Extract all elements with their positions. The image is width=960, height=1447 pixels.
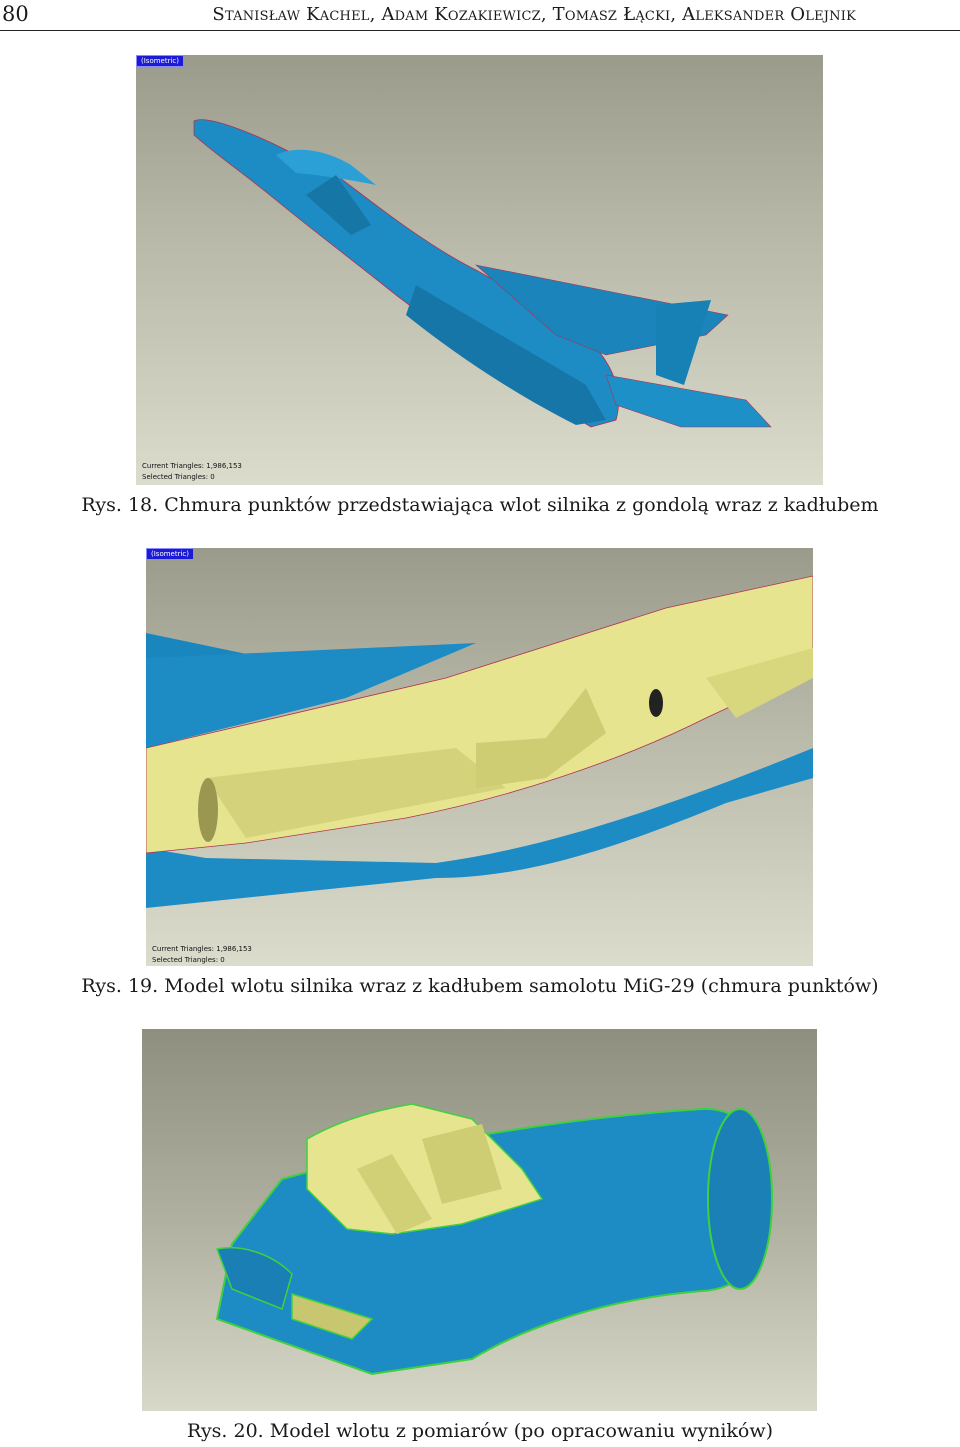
current-triangles: Current Triangles: 1,986,153 [142, 462, 242, 470]
caption-figure-18: Rys. 18. Chmura punktów przedstawiająca wlot silnika z gondolą wraz z kadłubem [81, 494, 879, 516]
caption-figure-20: Rys. 20. Model wlotu z pomiarów (po opracowaniu wyników) [186, 1420, 774, 1442]
processed-inlet-render [142, 1029, 817, 1411]
figure-20-inlet-model [142, 1029, 817, 1411]
inlet-model-render [146, 548, 813, 966]
header-rule [0, 30, 960, 31]
triangle-stats [142, 461, 242, 483]
view-label-isometric: (Isometric) [146, 548, 194, 560]
caption-figure-19: Rys. 19. Model wlotu silnika wraz z kadłubem samolotu MiG-29 (chmura punktów) [81, 975, 879, 997]
page-header [0, 0, 960, 32]
view-label-isometric: (Isometric) [136, 55, 184, 67]
selected-triangles: Selected Triangles: 0 [142, 473, 215, 481]
current-triangles: Current Triangles: 1,986,153 [152, 945, 252, 953]
page-number: 80 [2, 2, 29, 26]
selected-triangles: Selected Triangles: 0 [152, 956, 225, 964]
figure-19-inlet-fuselage [146, 548, 813, 966]
figure-18-aircraft-point-cloud [136, 55, 823, 485]
running-head-authors: Stanisław Kachel, Adam Kozakiewicz, Tomasz Łącki, Aleksander Olejnik [212, 4, 856, 25]
aircraft-model-render [136, 55, 823, 485]
triangle-stats [152, 944, 252, 966]
